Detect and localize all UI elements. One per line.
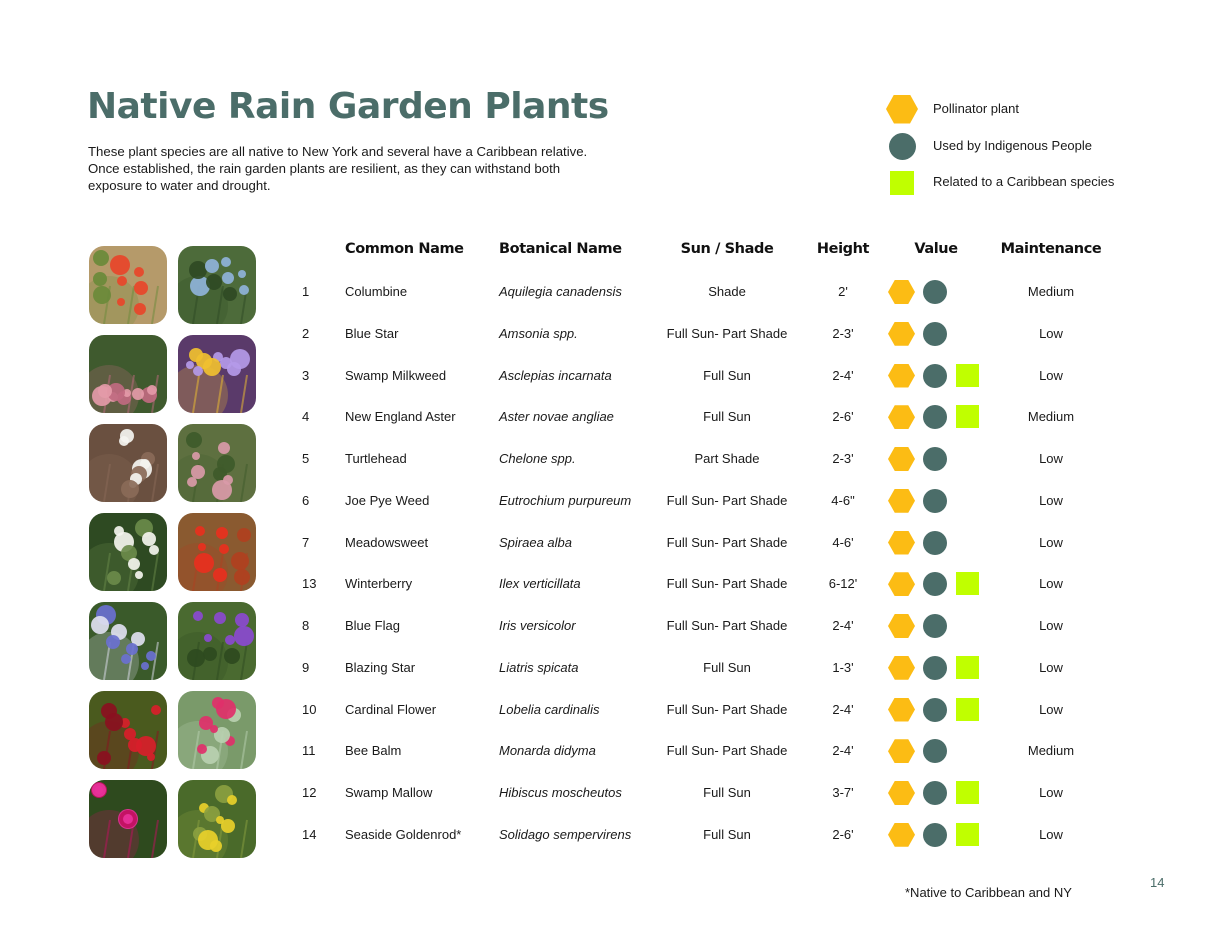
value-icons (888, 738, 988, 764)
row-number: 2 (302, 325, 310, 341)
square-icon (956, 364, 979, 387)
header-height: Height (816, 241, 870, 257)
height: 3-7' (832, 785, 854, 800)
square-icon (956, 823, 979, 846)
hexagon-icon (888, 698, 915, 722)
value-icons (888, 613, 988, 639)
height: 2' (838, 284, 848, 299)
value-icons (888, 697, 988, 723)
table-row (290, 648, 1150, 688)
common-name: Columbine (345, 284, 408, 299)
hexagon-icon (888, 364, 915, 388)
common-name: Winterberry (345, 576, 413, 592)
circle-icon (889, 133, 916, 160)
height: 6-12' (828, 576, 858, 592)
table-row (290, 272, 1150, 312)
blazing-star-photo (178, 602, 256, 680)
common-name: Seaside Goldenrod* (345, 826, 462, 842)
turtlehead-photo (89, 424, 167, 502)
sun-shade: Full Sun (703, 659, 751, 675)
columbine-photo (89, 246, 167, 324)
value-icons (888, 571, 988, 597)
botanical-name: Solidago sempervirens (499, 826, 632, 842)
hexagon-icon (888, 781, 915, 805)
height: 2-6' (832, 409, 854, 425)
maintenance: Low (1039, 325, 1063, 341)
table-row (290, 773, 1150, 813)
sun-shade: Part Shade (694, 451, 760, 466)
swamp-mallow-photo (89, 780, 167, 858)
circle-icon (923, 405, 947, 429)
height: 4-6" (831, 492, 855, 508)
botanical-name: Spiraea alba (499, 534, 572, 550)
common-name: Blue Flag (345, 618, 400, 633)
value-icons (888, 363, 988, 389)
circle-icon (923, 364, 947, 388)
maintenance: Low (1039, 826, 1063, 842)
height: 2-3' (832, 451, 854, 466)
hexagon-icon (888, 656, 915, 680)
square-icon (956, 572, 979, 595)
circle-icon (923, 447, 947, 471)
header-maintenance: Maintenance (1000, 241, 1102, 257)
maintenance: Low (1039, 576, 1063, 592)
hexagon-icon (888, 614, 915, 638)
swamp-milkweed-photo (89, 335, 167, 413)
joe-pye-weed-photo (178, 424, 256, 502)
value-icons (888, 488, 988, 514)
maintenance: Medium (1027, 743, 1075, 759)
header-common-name: Common Name (345, 241, 464, 257)
circle-icon (923, 739, 947, 763)
common-name: Swamp Mallow (345, 785, 433, 800)
maintenance: Low (1039, 785, 1063, 800)
maintenance: Low (1039, 492, 1063, 508)
value-icons (888, 530, 988, 556)
circle-icon (923, 322, 947, 346)
hexagon-icon (888, 489, 915, 513)
common-name: Meadowsweet (345, 534, 429, 550)
height: 1-3' (832, 659, 854, 675)
sun-shade: Full Sun- Part Shade (666, 618, 788, 633)
maintenance: Low (1039, 618, 1063, 633)
hexagon-icon (888, 531, 915, 555)
header-value: Value (914, 241, 958, 257)
value-icons (888, 780, 988, 806)
sun-shade: Full Sun- Part Shade (666, 534, 788, 550)
sun-shade: Full Sun- Part Shade (666, 492, 788, 508)
table-row (290, 523, 1150, 563)
hexagon-icon (888, 739, 915, 763)
maintenance: Low (1039, 534, 1063, 550)
table-row (290, 606, 1150, 646)
value-icons (888, 822, 988, 848)
seaside-goldenrod-photo (178, 780, 256, 858)
square-icon (956, 656, 979, 679)
table-row (290, 481, 1150, 521)
circle-icon (923, 489, 947, 513)
botanical-name: Aster novae angliae (499, 409, 614, 425)
botanical-name: Iris versicolor (499, 618, 576, 633)
cardinal-flower-photo (89, 691, 167, 769)
sun-shade: Full Sun- Part Shade (666, 701, 788, 717)
maintenance: Low (1039, 659, 1063, 675)
row-number: 8 (302, 618, 310, 633)
sun-shade: Full Sun- Part Shade (666, 743, 788, 759)
height: 2-4' (832, 743, 854, 759)
hexagon-icon (888, 322, 915, 346)
blue-star-photo (178, 246, 256, 324)
row-number: 1 (302, 284, 310, 299)
header-botanical-name: Botanical Name (499, 241, 622, 257)
height: 2-4' (832, 701, 854, 717)
sun-shade: Shade (708, 284, 746, 299)
page-title: Native Rain Garden Plants (87, 86, 609, 127)
table-row (290, 564, 1150, 604)
height: 2-6' (832, 826, 854, 842)
legend-item-pollinator (886, 94, 1186, 124)
circle-icon (923, 280, 947, 304)
row-number: 3 (302, 367, 310, 383)
hexagon-icon (888, 572, 915, 596)
botanical-name: Asclepias incarnata (499, 367, 612, 383)
table-row (290, 815, 1150, 855)
new-england-aster-photo (178, 335, 256, 413)
maintenance: Low (1039, 451, 1063, 466)
circle-icon (923, 823, 947, 847)
square-icon (956, 698, 979, 721)
common-name: Turtlehead (345, 451, 407, 466)
sun-shade: Full Sun (703, 826, 751, 842)
botanical-name: Aquilegia canadensis (499, 284, 622, 299)
footnote: *Native to Caribbean and NY (905, 885, 1072, 900)
square-icon (956, 405, 979, 428)
row-number: 6 (302, 492, 310, 508)
botanical-name: Hibiscus moscheutos (499, 785, 622, 800)
maintenance: Medium (1027, 284, 1075, 299)
value-icons (888, 404, 988, 430)
height: 2-3' (832, 325, 854, 341)
table-row (290, 731, 1150, 771)
botanical-name: Liatris spicata (499, 659, 579, 675)
circle-icon (923, 614, 947, 638)
intro-paragraph: These plant species are all native to New York and several have a Caribbean relative. Once established, the rain garden plants are resilient, as they can withstand both exposure to water and drought. (88, 144, 588, 193)
row-number: 4 (302, 409, 310, 425)
common-name: Blue Star (345, 325, 399, 341)
botanical-name: Ilex verticillata (499, 576, 581, 592)
table-row (290, 314, 1150, 354)
common-name: New England Aster (345, 409, 456, 425)
row-number: 12 (302, 785, 317, 800)
square-icon (956, 781, 979, 804)
table-row (290, 439, 1150, 479)
row-number: 14 (302, 826, 317, 842)
height: 4-6' (832, 534, 854, 550)
botanical-name: Eutrochium purpureum (499, 492, 632, 508)
blue-flag-photo (89, 602, 167, 680)
circle-icon (923, 698, 947, 722)
row-number: 10 (302, 701, 317, 717)
common-name: Swamp Milkweed (345, 367, 447, 383)
meadowsweet-photo (89, 513, 167, 591)
sun-shade: Full Sun (703, 785, 751, 800)
plant-photo-grid (89, 246, 257, 858)
bee-balm-photo (178, 691, 256, 769)
table-row (290, 356, 1150, 396)
legend-label-pollinator: Pollinator plant (933, 101, 1019, 116)
square-icon (890, 171, 914, 195)
height: 2-4' (832, 367, 854, 383)
table-row (290, 690, 1150, 730)
botanical-name: Monarda didyma (499, 743, 596, 759)
hexagon-icon (888, 280, 915, 304)
maintenance: Low (1039, 367, 1063, 383)
value-icons (888, 655, 988, 681)
common-name: Blazing Star (345, 659, 416, 675)
sun-shade: Full Sun (703, 367, 751, 383)
header-sun-shade: Sun / Shade (680, 241, 774, 257)
common-name: Bee Balm (345, 743, 402, 759)
hexagon-icon (888, 405, 915, 429)
common-name: Joe Pye Weed (345, 492, 430, 508)
botanical-name: Amsonia spp. (499, 325, 578, 341)
legend-item-caribbean (886, 168, 1186, 198)
maintenance: Medium (1027, 409, 1075, 425)
botanical-name: Lobelia cardinalis (499, 701, 600, 717)
legend-label-caribbean: Related to a Caribbean species (933, 174, 1115, 189)
value-icons (888, 279, 988, 305)
table-row (290, 397, 1150, 437)
legend-item-indigenous (886, 131, 1186, 161)
row-number: 7 (302, 534, 310, 550)
circle-icon (923, 531, 947, 555)
row-number: 9 (302, 659, 310, 675)
botanical-name: Chelone spp. (499, 451, 576, 466)
value-icons (888, 321, 988, 347)
page-number: 14 (1150, 875, 1165, 890)
hexagon-icon (886, 95, 918, 124)
common-name: Cardinal Flower (345, 701, 437, 717)
hexagon-icon (888, 823, 915, 847)
circle-icon (923, 572, 947, 596)
hexagon-icon (888, 447, 915, 471)
sun-shade: Full Sun (703, 409, 751, 425)
legend-label-indigenous: Used by Indigenous People (933, 138, 1093, 153)
winterberry-photo (178, 513, 256, 591)
row-number: 5 (302, 451, 310, 466)
row-number: 13 (302, 576, 317, 592)
sun-shade: Full Sun- Part Shade (666, 576, 788, 592)
row-number: 11 (302, 743, 316, 759)
maintenance: Low (1039, 701, 1063, 717)
height: 2-4' (832, 618, 854, 633)
sun-shade: Full Sun- Part Shade (666, 325, 788, 341)
value-icons (888, 446, 988, 472)
circle-icon (923, 781, 947, 805)
circle-icon (923, 656, 947, 680)
